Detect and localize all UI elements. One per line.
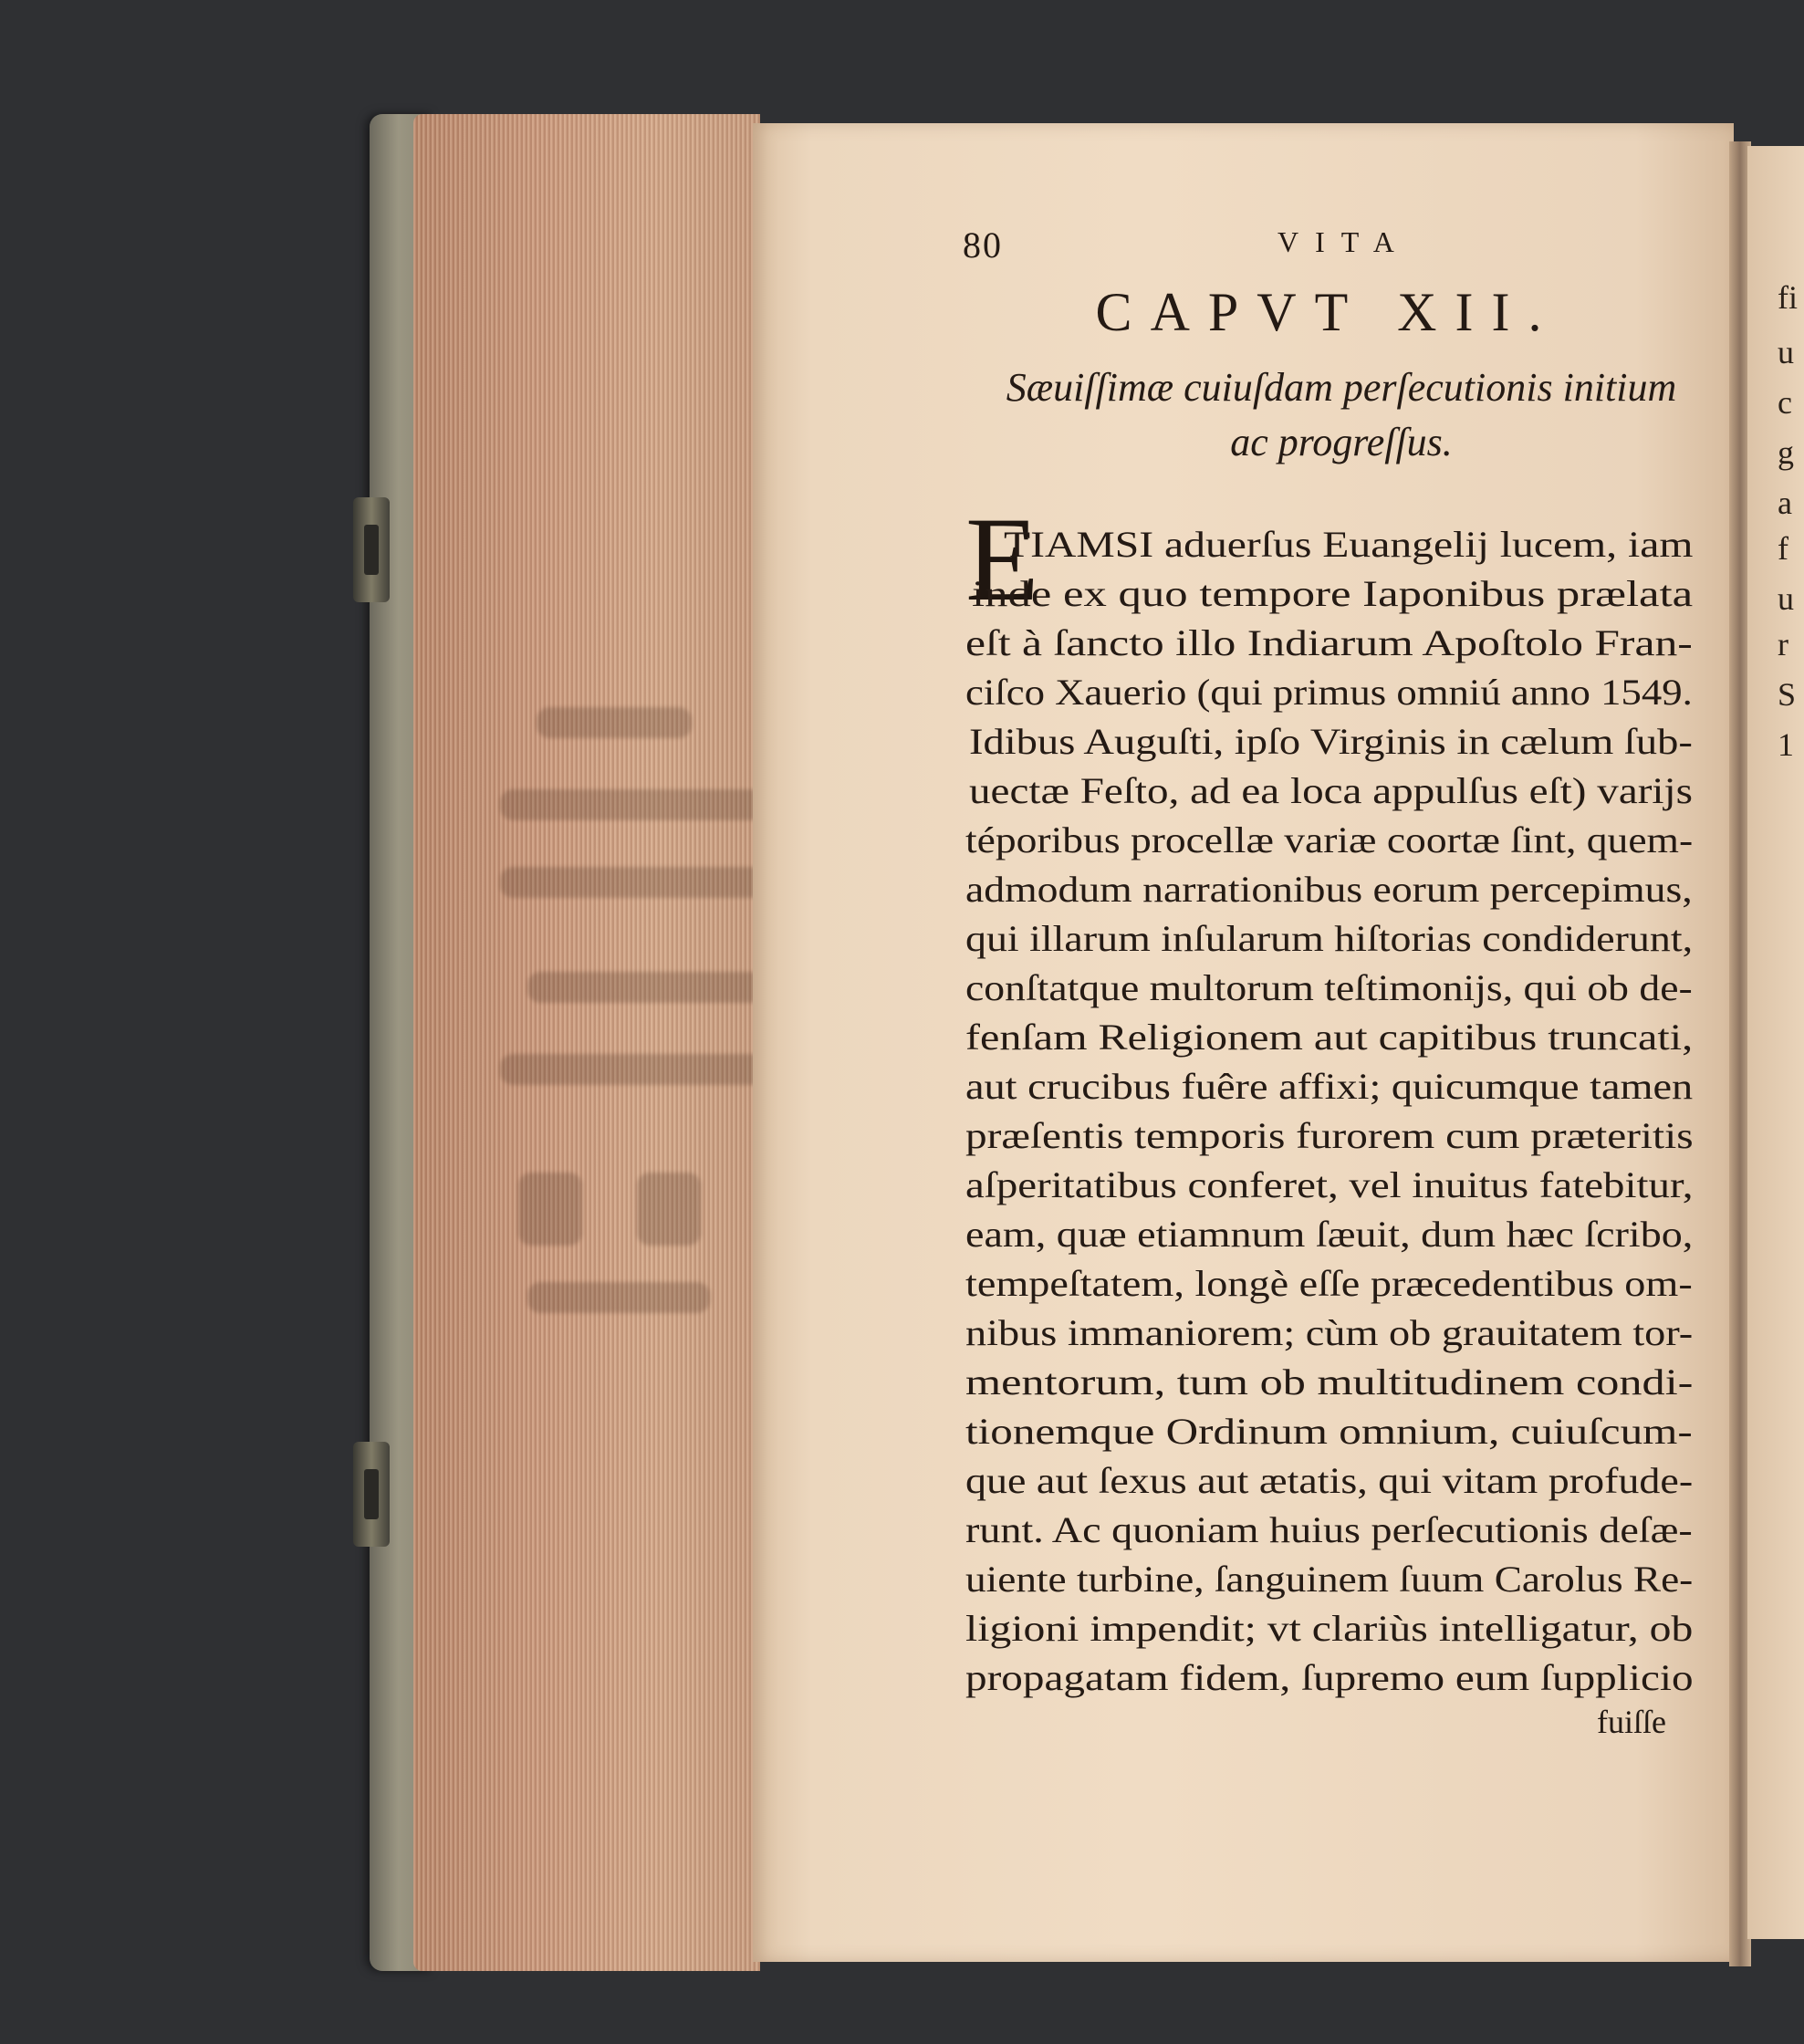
chapter-subtitle [985,360,1697,470]
text-line: aſperitatibus conferet, vel inuitus fatebitur, [965,1164,1694,1205]
margin-fragment: u [1778,580,1794,617]
text-line: inde ex quo tempore Iaponibus prælata [972,573,1694,614]
text-line: fenſam Religionem aut capitibus truncati, [965,1017,1694,1058]
margin-fragment: 1 [1778,726,1794,763]
text-line: uiente turbine, ſanguinem ſuum Carolus Re- [965,1559,1694,1600]
top-clasp-icon [353,497,390,602]
right-page-edge [1747,146,1804,1939]
subtitle-line: ac progreſſus. [1230,420,1453,464]
text-line: téporibus procellæ variæ coortæ ſint, quem- [965,819,1694,860]
text-line: propagatam fidem, ſupremo eum ſupplicio [965,1657,1694,1698]
margin-fragment: fi [1778,279,1798,316]
subtitle-line: Sæuiſſimæ cuiuſdam perſecutionis initium [1006,365,1677,410]
page-fore-edge [413,114,760,1971]
text-line: præſentis temporis furorem cum præteritis [965,1115,1694,1156]
running-head [963,224,1583,269]
margin-fragment: S [1778,676,1797,713]
text-line: ligioni impendit; vt clariùs intelligatur, ob [965,1608,1694,1649]
text-line: eam, quæ etiamnum ſæuit, dum hæc ſcribo, [965,1214,1694,1255]
text-line: ciſco Xauerio (qui primus omniú anno 1549. [965,672,1693,713]
chapter-heading: CAPVT XII. [1095,282,1560,342]
catchword: fuiſſe [1597,1704,1666,1740]
margin-fragment: u [1778,334,1794,370]
margin-fragment: r [1778,626,1788,662]
text-line: aut crucibus fuêre affixi; quicumque tamen [965,1066,1694,1107]
text-line: TIAMSI aduerſus Euangelij lucem, iam [1004,524,1694,565]
text-line: Idibus Auguſti, ipſo Virginis in cælum ſub- [969,721,1693,762]
margin-fragment: a [1778,485,1792,521]
bottom-clasp-icon [353,1442,390,1547]
text-line: nibus immaniorem; cùm ob grauitatem tor- [965,1312,1694,1353]
text-line: que aut ſexus aut ætatis, qui vitam profude- [965,1460,1694,1501]
text-line: conſtatque multorum teſtimonijs, qui ob de- [965,967,1693,1008]
margin-fragment: g [1778,434,1794,471]
text-line: tempeſtatem, longè eſſe præcedentibus om- [965,1263,1693,1304]
margin-fragment: c [1778,384,1792,421]
running-title: VITA [1277,225,1411,258]
text-line: mentorum, tum ob multitudinem condi- [965,1361,1694,1403]
text-line: eſt à ſancto illo Indiarum Apoſtolo Fran- [965,622,1693,663]
text-line: runt. Ac quoniam huius perſecutionis deſæ- [965,1509,1693,1550]
text-line: admodum narrationibus eorum percepimus, [965,869,1693,910]
margin-fragment: f [1778,530,1788,567]
text-line: uectæ Feſto, ad ea loca appulſus eſt) varijs [969,770,1693,811]
page-number: 80 [963,224,1003,266]
text-line: qui illarum inſularum hiſtorias condiderunt, [965,918,1694,959]
text-line: tionemque Ordinum omnium, cuiuſcum- [965,1411,1693,1452]
drop-cap: E [965,492,1039,626]
